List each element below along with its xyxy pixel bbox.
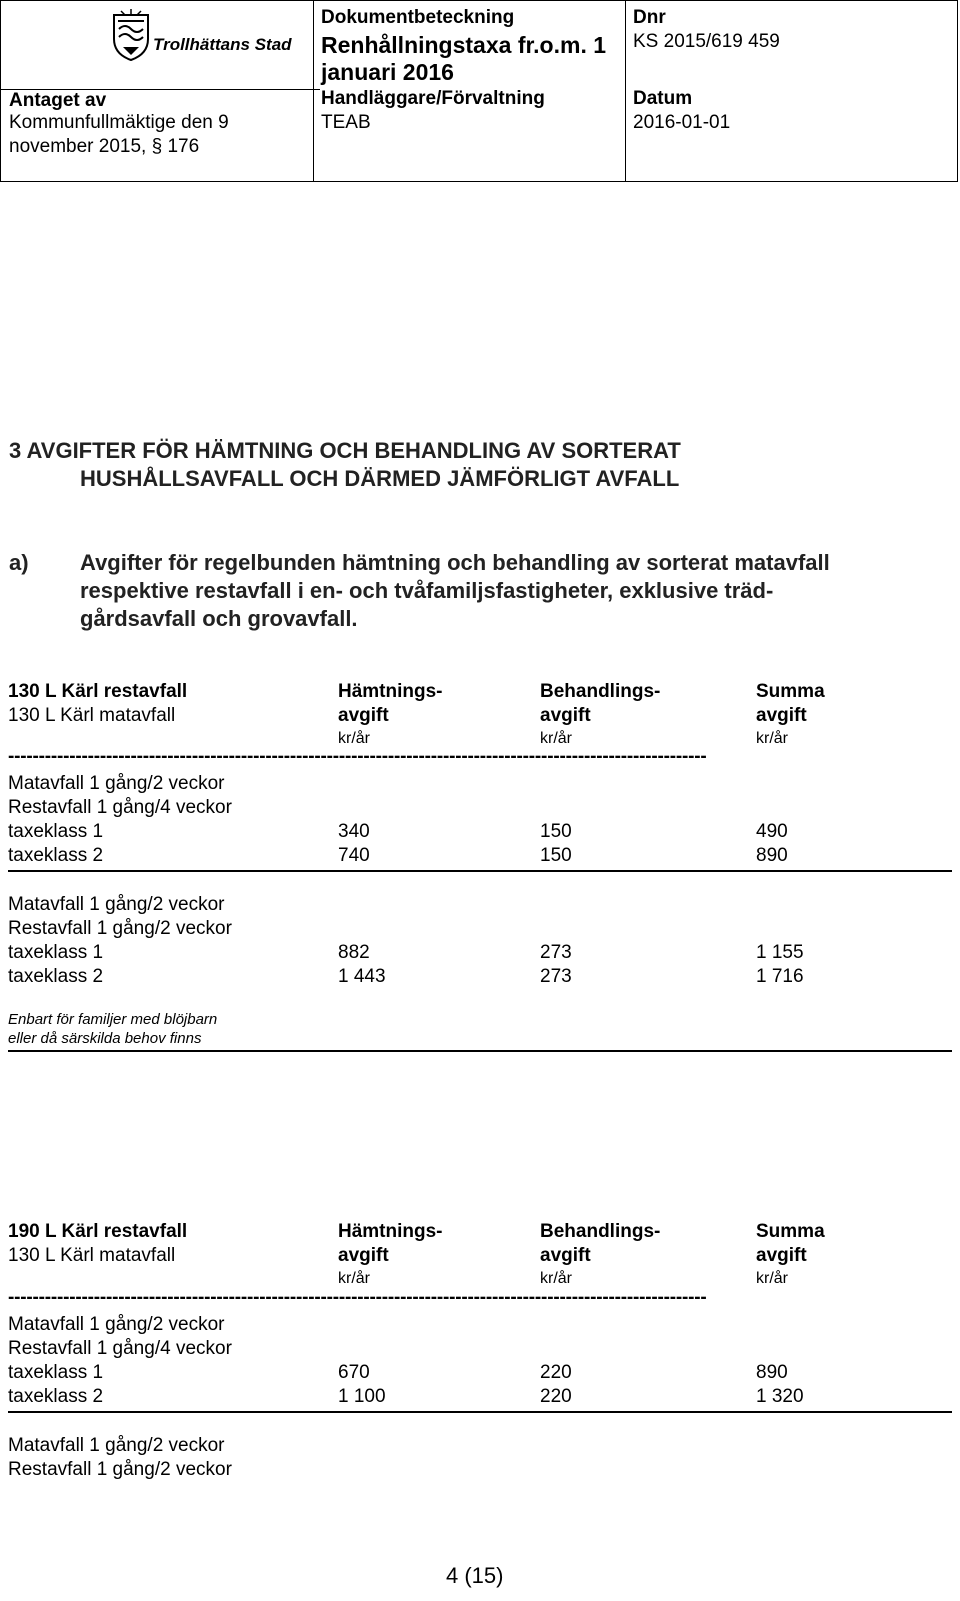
table-cell-hamtning: 1 100 [338, 1386, 386, 1407]
table2-col-hamtning: Hämtnings- [338, 1221, 443, 1242]
row-divider [8, 1050, 952, 1052]
dashed-separator: ------------------------------------------------------------------------------------------------------------------ [8, 746, 707, 767]
table-cell-behandling: 220 [540, 1386, 572, 1407]
table-cell-behandling: 273 [540, 942, 572, 963]
table2-group2-line2: Restavfall 1 gång/2 veckor [8, 1459, 232, 1480]
municipal-crest-logo [111, 9, 151, 61]
table1-bin-matavfall: 130 L Kärl matavfall [8, 705, 176, 726]
table-cell-hamtning: 882 [338, 942, 370, 963]
adopted-value: Kommunfullmäktige den 9 november 2015, § 176 [9, 112, 229, 157]
table1-group1-line1: Matavfall 1 gång/2 veckor [8, 773, 225, 794]
table-row-label: taxeklass 2 [8, 845, 104, 866]
table2-group1-line1: Matavfall 1 gång/2 veckor [8, 1314, 225, 1335]
header-divider [313, 1, 314, 181]
adopted-label: Antaget av [9, 90, 107, 111]
table1-unit: kr/år [540, 730, 572, 747]
table1-bin-restavfall: 130 L Kärl restavfall [8, 681, 188, 702]
table2-col-summa-avgift: avgift [756, 1245, 807, 1266]
table-cell-summa: 1 320 [756, 1386, 804, 1407]
table1-unit: kr/år [338, 730, 370, 747]
dnr-value: KS 2015/619 459 [633, 31, 780, 52]
page-number: 4 (15) [446, 1563, 504, 1588]
handler-label: Handläggare/Förvaltning [321, 88, 545, 109]
table2-unit: kr/år [540, 1270, 572, 1287]
table-cell-summa: 1 716 [756, 966, 804, 987]
table2-bin-matavfall: 130 L Kärl matavfall [8, 1245, 176, 1266]
table2-group2-line1: Matavfall 1 gång/2 veckor [8, 1435, 225, 1456]
table2-col-behandling-avgift: avgift [540, 1245, 591, 1266]
table2-unit: kr/år [338, 1270, 370, 1287]
table1-group2-line2: Restavfall 1 gång/2 veckor [8, 918, 232, 939]
handler-value: TEAB [321, 112, 371, 133]
table-cell-behandling: 273 [540, 966, 572, 987]
dnr-label: Dnr [633, 7, 666, 28]
item-marker: a) [9, 550, 29, 575]
table-cell-summa: 490 [756, 821, 788, 842]
dashed-separator: ------------------------------------------------------------------------------------------------------------------ [8, 1287, 707, 1308]
table-cell-behandling: 150 [540, 845, 572, 866]
table1-col-behandling: Behandlings- [540, 681, 661, 702]
section-title-line1: 3 AVGIFTER FÖR HÄMTNING OCH BEHANDLING AV SORTERAT [9, 438, 681, 463]
row-divider [8, 870, 952, 872]
table-row-label: taxeklass 2 [8, 1386, 104, 1407]
doc-designation-label: Dokumentbeteckning [321, 7, 515, 28]
table2-col-hamtning-avgift: avgift [338, 1245, 389, 1266]
table1-group2-line1: Matavfall 1 gång/2 veckor [8, 894, 225, 915]
table-cell-summa: 890 [756, 845, 788, 866]
table-cell-summa: 1 155 [756, 942, 804, 963]
table1-col-hamtning-avgift: avgift [338, 705, 389, 726]
table-cell-summa: 890 [756, 1362, 788, 1383]
logo-wordmark: Trollhättans Stad [153, 35, 292, 54]
doc-designation-value: Renhållningstaxa fr.o.m. 1 januari 2016 [321, 32, 607, 85]
table-cell-hamtning: 1 443 [338, 966, 386, 987]
item-text-line3: gårdsavfall och grovavfall. [80, 606, 358, 631]
table2-unit: kr/år [756, 1270, 788, 1287]
table-cell-hamtning: 670 [338, 1362, 370, 1383]
table-row-label: taxeklass 1 [8, 821, 104, 842]
table-cell-hamtning: 740 [338, 845, 370, 866]
table1-col-hamtning: Hämtnings- [338, 681, 443, 702]
table1-col-behandling-avgift: avgift [540, 705, 591, 726]
table-row-label: taxeklass 2 [8, 966, 104, 987]
item-text-line1: Avgifter för regelbunden hämtning och behandling av sorterat matavfall [80, 550, 830, 575]
date-value: 2016-01-01 [633, 112, 731, 133]
table1-group1-line2: Restavfall 1 gång/4 veckor [8, 797, 232, 818]
header-divider [625, 1, 626, 181]
section-title-line2: HUSHÅLLSAVFALL OCH DÄRMED JÄMFÖRLIGT AVFALL [80, 466, 680, 491]
row-divider [8, 1411, 952, 1413]
document-header [0, 0, 958, 182]
table2-col-summa: Summa [756, 1221, 825, 1242]
table1-note-line2: eller då särskilda behov finns [8, 1030, 202, 1047]
table2-bin-restavfall: 190 L Kärl restavfall [8, 1221, 188, 1242]
item-text-line2: respektive restavfall i en- och tvåfamiljsfastigheter, exklusive träd- [80, 578, 774, 603]
table-cell-behandling: 150 [540, 821, 572, 842]
table-cell-behandling: 220 [540, 1362, 572, 1383]
table1-col-summa: Summa [756, 681, 825, 702]
table1-unit: kr/år [756, 730, 788, 747]
table-row-label: taxeklass 1 [8, 1362, 104, 1383]
table2-col-behandling: Behandlings- [540, 1221, 661, 1242]
table-row-label: taxeklass 1 [8, 942, 104, 963]
table1-note-line1: Enbart för familjer med blöjbarn [8, 1011, 218, 1028]
table2-group1-line2: Restavfall 1 gång/4 veckor [8, 1338, 232, 1359]
table1-col-summa-avgift: avgift [756, 705, 807, 726]
table-cell-hamtning: 340 [338, 821, 370, 842]
date-label: Datum [633, 88, 693, 109]
